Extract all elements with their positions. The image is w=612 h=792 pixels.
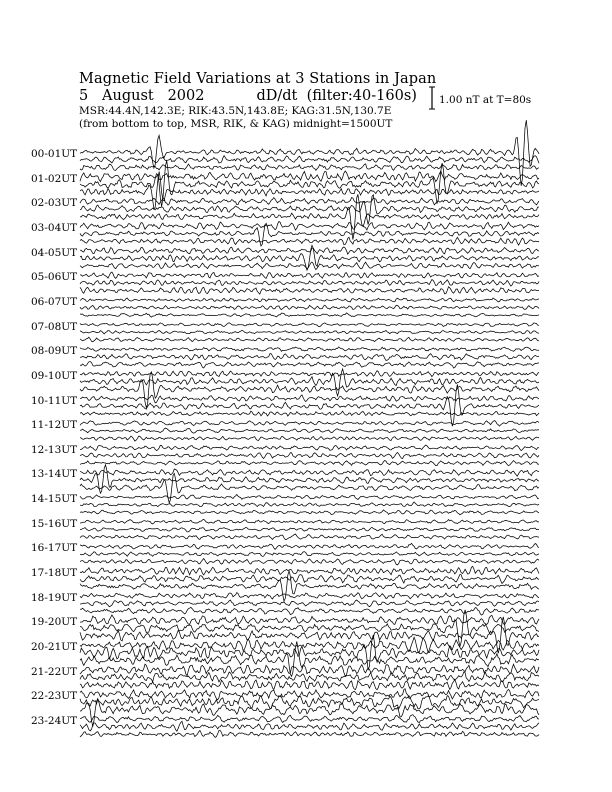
hour-label-10-11UT: 10-11UT xyxy=(31,394,78,407)
trace-09-10UT-MSR xyxy=(80,372,539,408)
trace-12-13UT-RIK xyxy=(80,452,539,458)
hour-label-00-01UT: 00-01UT xyxy=(31,148,78,160)
trace-16-17UT-MSR xyxy=(80,559,539,565)
trace-11-12UT-RIK xyxy=(80,428,539,433)
trace-21-22UT-KAG xyxy=(80,664,539,676)
hour-label-09-10UT: 09-10UT xyxy=(31,369,78,382)
trace-18-19UT-RIK xyxy=(80,600,539,607)
trace-15-16UT-MSR xyxy=(80,534,539,540)
hour-label-01-02UT: 01-02UT xyxy=(31,172,78,185)
trace-06-07UT-KAG xyxy=(80,298,539,302)
hour-label-02-03UT: 02-03UT xyxy=(31,197,78,210)
hour-label-20-21UT: 20-21UT xyxy=(31,641,78,653)
trace-07-08UT-KAG xyxy=(80,323,539,327)
trace-07-08UT-RIK xyxy=(80,330,539,334)
trace-23-24UT-MSR xyxy=(80,730,539,737)
hour-label-12-13UT: 12-13UT xyxy=(31,443,78,456)
chart-title: Magnetic Field Variations at 3 Stations in Japan xyxy=(79,71,437,87)
hour-label-15-16UT: 15-16UT xyxy=(31,517,78,530)
trace-18-19UT-MSR xyxy=(80,607,539,615)
trace-19-20UT-RIK xyxy=(80,610,539,647)
trace-10-11UT-KAG xyxy=(80,395,539,403)
trace-06-07UT-RIK xyxy=(80,305,539,309)
chart-component: dD/dt (filter:40-160s) xyxy=(256,88,417,104)
trace-19-20UT-KAG xyxy=(80,615,539,625)
trace-15-16UT-RIK xyxy=(80,527,539,532)
trace-21-22UT-MSR xyxy=(80,679,539,689)
trace-20-21UT-RIK xyxy=(80,635,539,670)
trace-14-15UT-KAG xyxy=(80,495,539,500)
hour-label-03-04UT: 03-04UT xyxy=(31,221,78,234)
trace-05-06UT-KAG xyxy=(80,272,539,278)
trace-12-13UT-KAG xyxy=(80,445,539,451)
stack-order-note: (from bottom to top, MSR, RIK, & KAG) midnight=1500UT xyxy=(79,118,393,130)
trace-08-09UT-MSR xyxy=(80,362,539,369)
trace-06-07UT-MSR xyxy=(80,313,539,317)
hour-label-16-17UT: 16-17UT xyxy=(31,542,78,555)
trace-11-12UT-KAG xyxy=(80,421,539,427)
trace-17-18UT-RIK xyxy=(80,574,539,583)
trace-05-06UT-RIK xyxy=(80,280,539,287)
hour-label-05-06UT: 05-06UT xyxy=(31,271,78,284)
trace-14-15UT-MSR xyxy=(80,510,539,515)
hour-label-11-12UT: 11-12UT xyxy=(31,419,78,432)
trace-14-15UT-RIK xyxy=(80,502,539,507)
hour-label-08-09UT: 08-09UT xyxy=(31,345,78,358)
trace-00-01UT-MSR xyxy=(80,164,539,171)
trace-16-17UT-RIK xyxy=(80,552,539,557)
trace-03-04UT-MSR xyxy=(80,237,539,245)
trace-23-24UT-KAG xyxy=(80,715,539,723)
hour-label-14-15UT: 14-15UT xyxy=(31,493,78,506)
trace-17-18UT-KAG xyxy=(80,566,539,575)
trace-11-12UT-MSR xyxy=(80,436,539,441)
trace-09-10UT-KAG xyxy=(80,371,539,377)
trace-12-13UT-MSR xyxy=(80,461,539,466)
trace-04-05UT-KAG xyxy=(80,247,539,254)
trace-21-22UT-RIK xyxy=(80,672,539,682)
hour-label-23-24UT: 23-24UT xyxy=(31,714,78,727)
trace-16-17UT-KAG xyxy=(80,543,539,549)
scale-label: 1.00 nT at T=80s xyxy=(439,94,532,106)
hour-label-19-20UT: 19-20UT xyxy=(31,616,78,629)
trace-03-04UT-KAG xyxy=(80,221,539,230)
hour-label-22-23UT: 22-23UT xyxy=(31,690,78,703)
hour-label-04-05UT: 04-05UT xyxy=(31,246,78,259)
trace-23-24UT-RIK xyxy=(80,721,539,731)
hour-label-06-07UT: 06-07UT xyxy=(31,295,78,308)
trace-10-11UT-MSR xyxy=(80,411,539,416)
trace-07-08UT-MSR xyxy=(80,337,539,342)
trace-05-06UT-MSR xyxy=(80,287,539,294)
trace-15-16UT-KAG xyxy=(80,519,539,524)
trace-08-09UT-RIK xyxy=(80,354,539,361)
trace-04-05UT-RIK xyxy=(80,245,539,270)
hour-label-13-14UT: 13-14UT xyxy=(31,468,78,481)
station-coordinates: MSR:44.4N,142.3E; RIK:43.5N,143.8E; KAG:31.5N,130.7E xyxy=(79,105,392,117)
hour-label-07-08UT: 07-08UT xyxy=(31,320,78,333)
hour-label-18-19UT: 18-19UT xyxy=(31,591,78,604)
trace-01-02UT-KAG xyxy=(80,171,539,182)
trace-02-03UT-KAG xyxy=(80,198,539,206)
trace-22-23UT-RIK xyxy=(80,696,539,709)
trace-13-14UT-KAG xyxy=(80,469,539,476)
hour-label-21-22UT: 21-22UT xyxy=(31,665,78,678)
trace-08-09UT-KAG xyxy=(80,347,539,351)
trace-22-23UT-KAG xyxy=(80,689,539,700)
trace-00-01UT-RIK xyxy=(80,156,539,164)
chart-date: 5 August 2002 xyxy=(79,88,205,104)
trace-04-05UT-MSR xyxy=(80,262,539,270)
trace-18-19UT-KAG xyxy=(80,593,539,599)
hour-label-17-18UT: 17-18UT xyxy=(31,567,78,580)
